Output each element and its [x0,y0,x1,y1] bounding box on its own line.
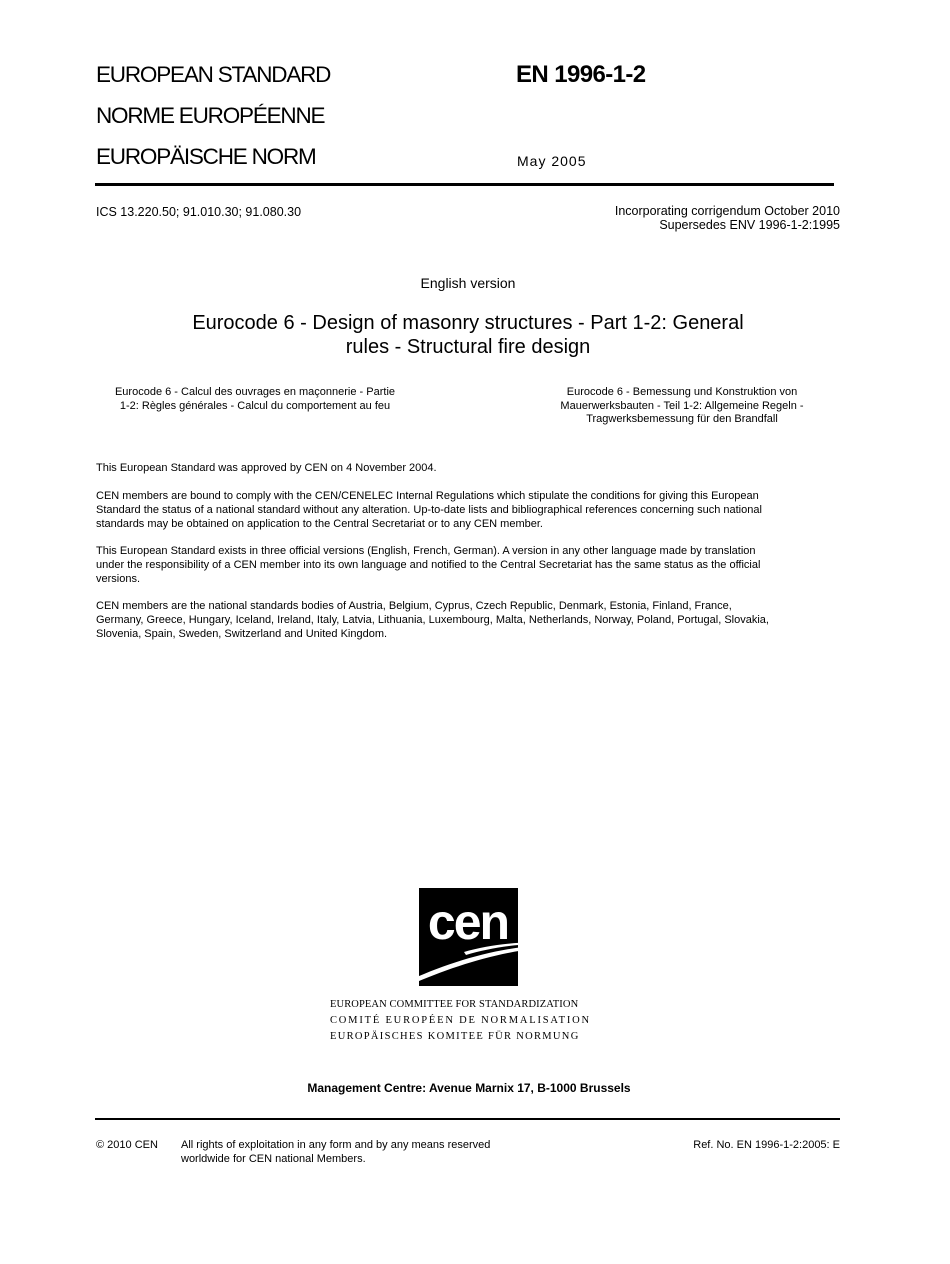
title-german-line3: Tragwerksbemessung für den Brandfall [586,413,778,425]
title-german-line2: Mauerwerksbauten - Teil 1-2: Allgemeine Regeln - [560,399,804,412]
rights-notice [181,1139,490,1166]
copyright: © 2010 CEN [96,1139,158,1151]
document-title-line2: rules - Structural fire design [345,336,591,358]
ics-codes: ICS 13.220.50; 91.010.30; 91.080.30 [96,205,302,219]
version-label: English version [420,275,516,291]
committee-name-en: EUROPEAN COMMITTEE FOR STANDARDIZATION [330,999,579,1010]
title-french [96,386,414,413]
members-paragraph [96,600,769,641]
title-german-line1: Eurocode 6 - Bemessung und Konstruktion von [566,386,798,398]
header-rule [95,183,834,186]
versions-paragraph [96,545,760,586]
document-title [0,311,936,359]
corrigendum-text: Incorporating corrigendum October 2010 [614,204,840,218]
versions-line3: versions. [96,572,141,585]
committee-name-fr: COMITÉ EUROPÉEN DE NORMALISATION [330,1015,591,1026]
rights-line1: All rights of exploitation in any form and by any means reserved [181,1139,491,1151]
versions-line1: This European Standard exists in three official versions (English, French, German). A version in any other language made by translation [96,545,756,557]
title-french-line2: 1-2: Règles générales - Calcul du comportement au feu [119,399,391,412]
standard-number: EN 1996-1-2 [516,61,646,88]
cen-logo-icon [404,886,534,988]
reference-number: Ref. No. EN 1996-1-2:2005: E [693,1139,840,1151]
members-line2: Germany, Greece, Hungary, Iceland, Ireland, Italy, Latvia, Lithuania, Luxembourg, Malta, Netherlands, Norway, Poland, Portugal, Slovakia, [96,613,769,626]
standard-title-fr: NORME EUROPÉENNE [96,103,325,128]
cen-wordmark: cen [427,894,509,950]
versions-line2: under the responsibility of a CEN member into its own language and notified to the Central Secretariat has the same status as the official [96,558,761,571]
committee-names [330,997,591,1045]
compliance-line3: standards may be obtained on application to the Central Secretariat or to any CEN member. [96,517,543,530]
compliance-paragraph [96,490,762,531]
members-line3: Slovenia, Spain, Sweden, Switzerland and United Kingdom. [96,627,388,640]
footer-rule [95,1118,840,1120]
supersedes-text: Supersedes ENV 1996-1-2:1995 [659,218,840,232]
standard-title-en: EUROPEAN STANDARD [96,62,331,87]
management-centre: Management Centre: Avenue Marnix 17, B-1000 Brussels [307,1081,631,1095]
rights-line2: worldwide for CEN national Members. [181,1152,366,1165]
committee-name-de: EUROPÄISCHES KOMITEE FÜR NORMUNG [330,1031,580,1042]
standard-title-de: EUROPÄISCHE NORM [96,144,316,169]
compliance-line2: Standard the status of a national standard without any alteration. Up-to-date lists and bibliographical references concerning such national [96,503,762,516]
title-french-line1: Eurocode 6 - Calcul des ouvrages en maçonnerie - Partie [114,386,396,398]
document-title-line1: Eurocode 6 - Design of masonry structures - Part 1-2: General [192,312,744,334]
members-line1: CEN members are the national standards bodies of Austria, Belgium, Cyprus, Czech Republic, Denmark, Estonia, Finland, France, [96,600,732,612]
title-german [522,386,842,427]
publication-date: May 2005 [517,153,587,169]
compliance-line1: CEN members are bound to comply with the CEN/CENELEC Internal Regulations which stipulate the conditions for giving this European [96,490,759,502]
approval-paragraph: This European Standard was approved by CEN on 4 November 2004. [96,462,437,474]
corrigendum-note [615,204,840,232]
